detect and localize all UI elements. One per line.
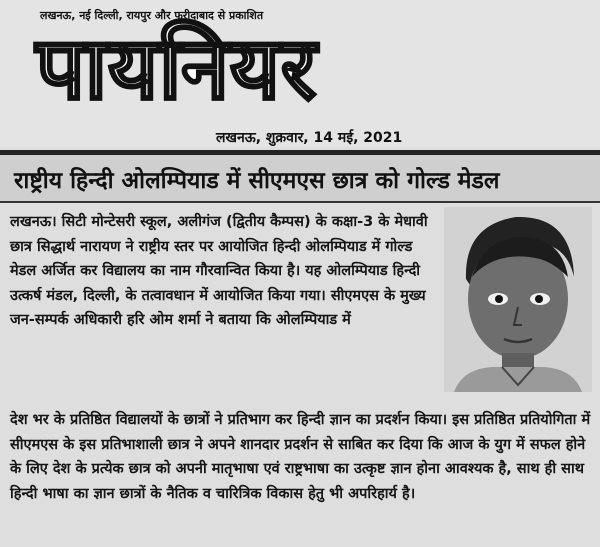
- newspaper-title: पायनियर: [36, 19, 318, 119]
- masthead: [0, 0, 600, 147]
- article-headline: राष्ट्रीय हिन्दी ओलम्पियाड में सीएमएस छात्र को गोल्ड मेडल: [14, 168, 500, 194]
- article-body-wrapped: [10, 210, 440, 333]
- article-body-full: [10, 408, 595, 506]
- publisher-line: लखनऊ, नई दिल्ली, रायपुर और फरीदाबाद से प्रकाशित: [40, 9, 264, 22]
- article-paragraph: लखनऊ। सिटी मोन्टेसरी स्कूल, अलीगंज (द्वितीय कैम्पस) के कक्षा-3 के मेधावी छात्र सिद्धार्थ नारायण ने राष्ट्रीय स्तर पर आयोजित हिन्दी ओलम्पियाड में गोल्ड मेडल अर्जित कर विद्यालय का नाम गौरवान्वित किया है। यह ओलम्पियाड हिन्दी उत्कर्ष मंडल, दिल्ली, के तत्वावधान में आयोजित किया गया। सीएमएस के मुख्य जन-सम्पर्क अधिकारी हरि ओम शर्मा ने बताया कि ओलम्पियाड में: [10, 214, 428, 329]
- dateline: लखनऊ, शुक्रवार, 14 मई, 2021: [216, 130, 403, 146]
- student-portrait-icon: [444, 207, 592, 392]
- student-photo: [444, 207, 592, 392]
- headline-box: [0, 155, 600, 203]
- article-paragraph-continued: देश भर के प्रतिष्ठित विद्यालयों के छात्रों ने प्रतिभाग कर हिन्दी ज्ञान का प्रदर्शन किया। इस प्रतिष्ठित प्रतियोगिता में सीएमएस के इस प्रतिभाशाली छात्र ने अपने शानदार प्रदर्शन से साबित कर दिया कि आज के युग में सफल होने के लिए देश के प्रत्येक छात्र को अपनी मातृभाषा एवं राष्ट्रभाषा का उत्कृष्ट ज्ञान होना आवश्यक है, साथ ही साथ हिन्दी भाषा का ज्ञान छात्रों के नैतिक व चारित्रिक विकास हेतु भी अपरिहार्य है।: [10, 412, 591, 502]
